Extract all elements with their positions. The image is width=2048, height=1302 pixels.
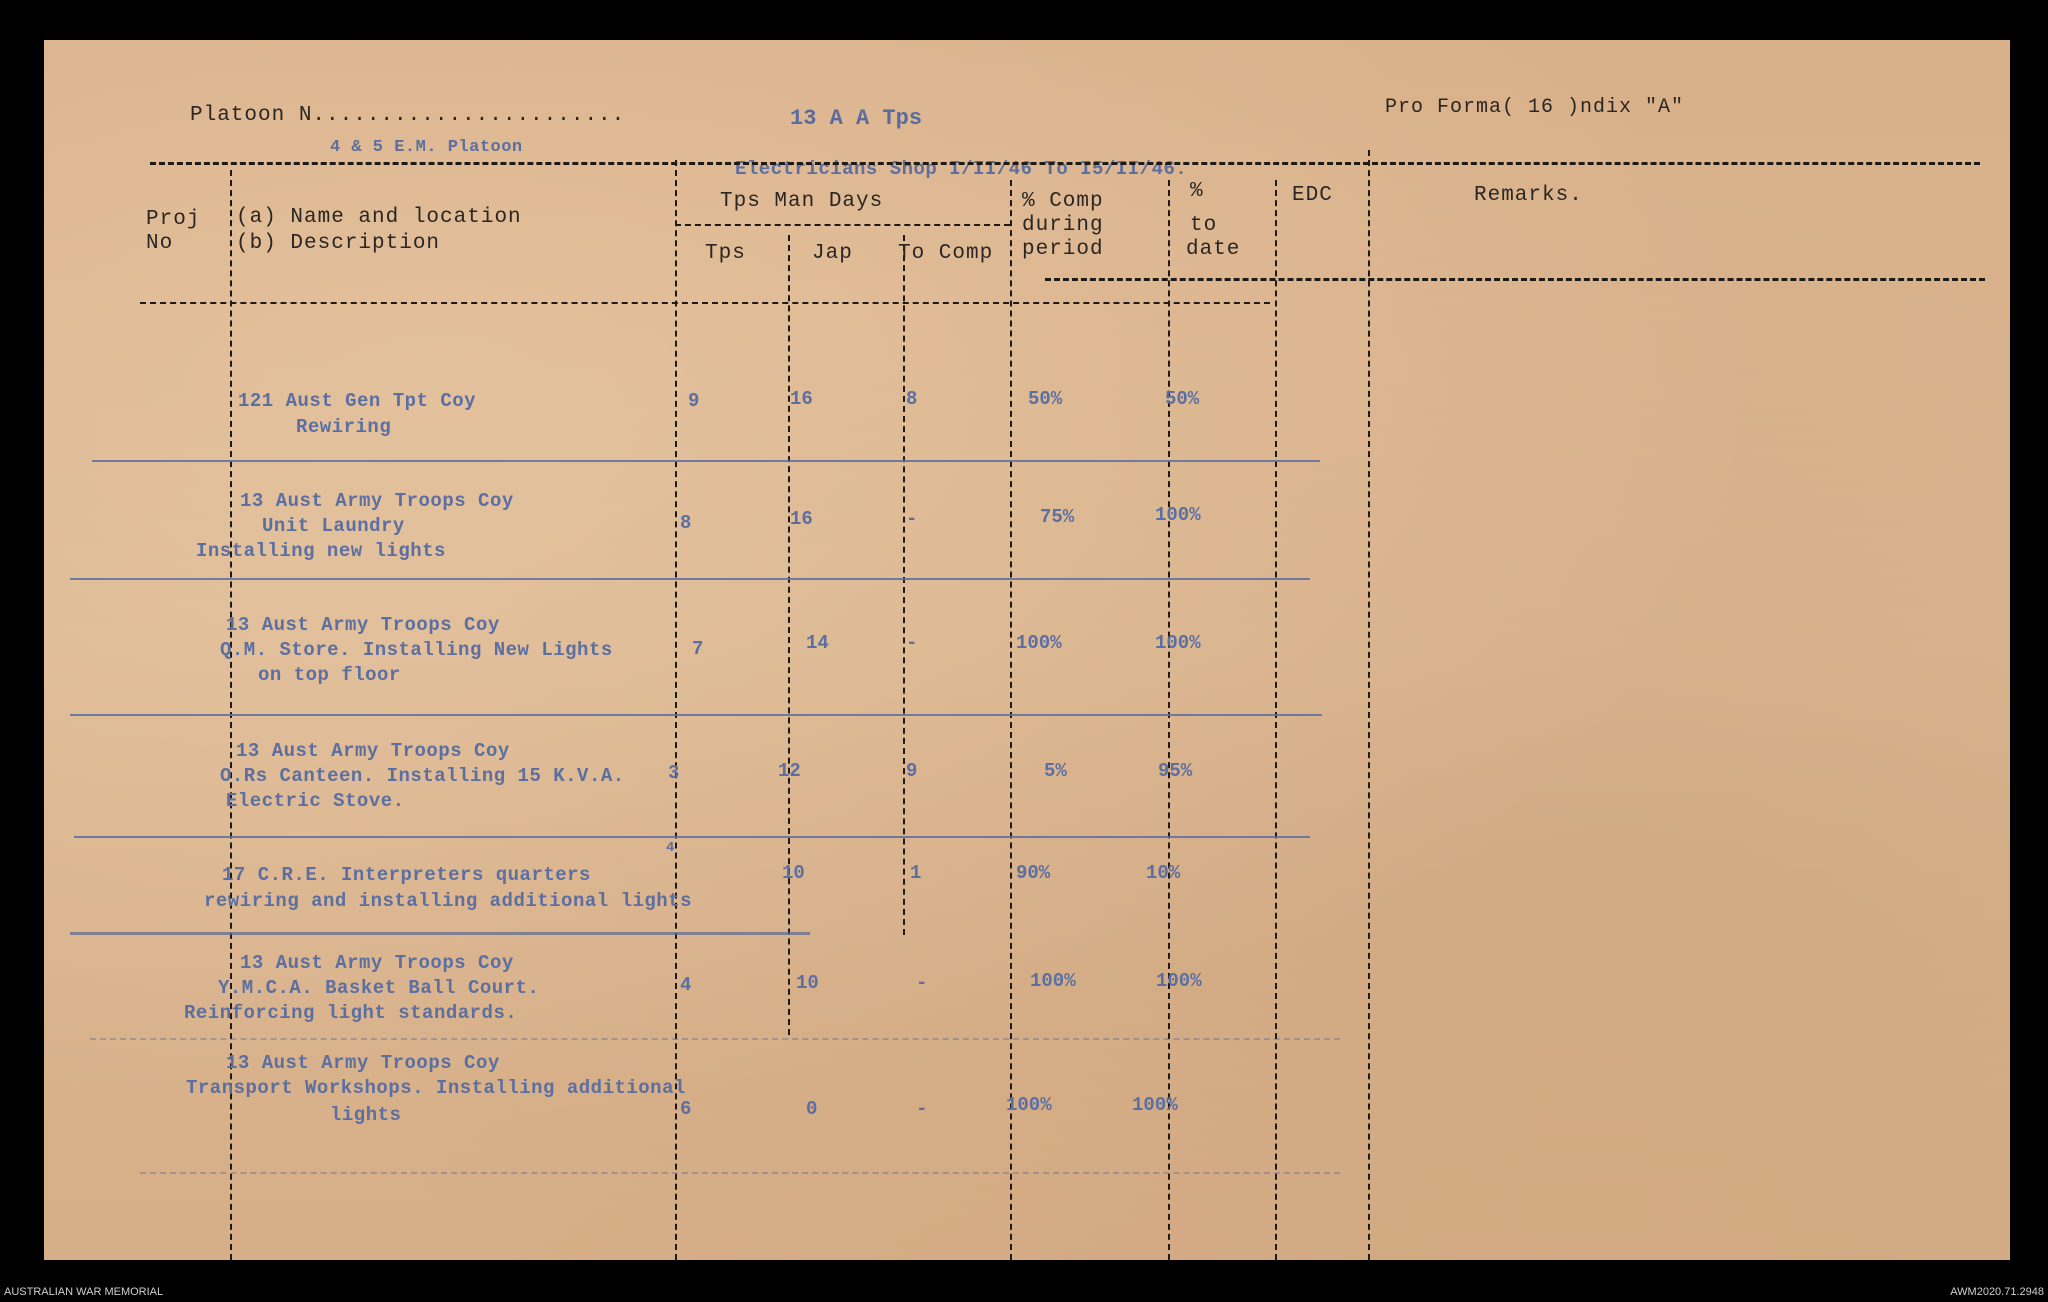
- row-1-to-date: 50%: [1165, 388, 1200, 410]
- row-4-line-1: 13 Aust Army Troops Coy: [236, 740, 510, 762]
- row-5-line-2: rewiring and installing additional lights: [204, 890, 692, 912]
- appendix-label: Pro Forma( 16 )ndix "A": [1385, 96, 1685, 119]
- col-header-proj-1: Proj: [146, 208, 201, 231]
- row-7-line-2: Transport Workshops. Installing additional: [186, 1077, 686, 1099]
- col-divider-4: [903, 235, 905, 935]
- col-header-tps-man-days: Tps Man Days: [720, 190, 884, 213]
- col-divider-7: [1275, 180, 1277, 1260]
- row-2-line-2: Unit Laundry: [262, 515, 405, 537]
- row-7-jap: 0: [806, 1098, 818, 1120]
- row-3-line-3: on top floor: [258, 664, 401, 686]
- row-7-rule: [140, 1172, 1340, 1174]
- col-header-comp-3: period: [1022, 238, 1104, 261]
- col-header-tps: Tps: [705, 242, 746, 265]
- col-divider-3: [788, 235, 790, 1035]
- row-7-to-date: 100%: [1132, 1094, 1178, 1116]
- unit-title: 13 A A Tps: [790, 106, 923, 131]
- row-3-jap: 14: [806, 632, 829, 654]
- row-3-tps: 7: [692, 638, 704, 660]
- col-header-todate-1: %: [1190, 180, 1204, 203]
- col-header-remarks: Remarks.: [1474, 184, 1583, 207]
- header-rule-under: [140, 302, 1270, 304]
- header-rule-top: [150, 162, 1980, 165]
- row-5-tps: 4: [666, 840, 675, 856]
- col-header-comp-1: % Comp: [1022, 190, 1104, 213]
- row-2-rule: [70, 578, 1310, 580]
- row-2-line-1: 13 Aust Army Troops Coy: [240, 490, 514, 512]
- row-2-jap: 16: [790, 508, 813, 530]
- row-3-rule: [70, 714, 1322, 716]
- col-header-todate-3: date: [1186, 238, 1241, 261]
- col-header-edc: EDC: [1292, 184, 1333, 207]
- row-3-to-comp: -: [906, 632, 918, 654]
- row-6-line-2: Y.M.C.A. Basket Ball Court.: [218, 977, 540, 999]
- row-3-line-2: Q.M. Store. Installing New Lights: [220, 639, 613, 661]
- row-4-rule: [74, 836, 1310, 838]
- row-5-rule: [70, 932, 810, 935]
- col-divider-8: [1368, 150, 1370, 1260]
- row-4-during: 5%: [1044, 760, 1067, 782]
- row-1-line-2: Rewiring: [296, 416, 392, 438]
- col-header-todate-2: to: [1190, 214, 1218, 237]
- archive-footer: [0, 1284, 2048, 1302]
- row-2-to-date: 100%: [1155, 504, 1201, 526]
- row-5-during: 90%: [1016, 862, 1051, 884]
- row-4-jap: 12: [778, 760, 801, 782]
- row-2-line-3: Installing new lights: [196, 540, 446, 562]
- row-3-during: 100%: [1016, 632, 1062, 654]
- row-7-to-comp: -: [916, 1098, 928, 1120]
- row-1-jap: 16: [790, 388, 813, 410]
- row-1-rule: [92, 460, 1320, 462]
- row-3-to-date: 100%: [1155, 632, 1201, 654]
- footer-left: AUSTRALIAN WAR MEMORIAL: [4, 1286, 164, 1298]
- tps-subrule: [675, 224, 1010, 226]
- row-4-to-date: 95%: [1158, 760, 1193, 782]
- col-header-comp-2: during: [1022, 214, 1104, 237]
- row-7-line-1: 13 Aust Army Troops Coy: [226, 1052, 500, 1074]
- row-2-tps: 8: [680, 512, 692, 534]
- col-header-to-comp: To Comp: [898, 242, 994, 265]
- row-1-line-1: 121 Aust Gen Tpt Coy: [238, 390, 477, 412]
- row-2-to-comp: -: [906, 508, 918, 530]
- col-header-proj-2: No: [146, 232, 174, 255]
- row-5-to-date: 10%: [1146, 862, 1181, 884]
- row-6-line-1: 13 Aust Army Troops Coy: [240, 952, 514, 974]
- row-4-to-comp: 9: [906, 760, 918, 782]
- platoon-label: Platoon N.......................: [190, 104, 626, 127]
- row-4-line-3: Electric Stove.: [226, 790, 405, 812]
- row-6-rule: [90, 1038, 1340, 1040]
- row-6-tps: 4: [680, 974, 692, 996]
- row-4-line-2: O.Rs Canteen. Installing 15 K.V.A.: [220, 765, 625, 787]
- row-4-tps: 3: [668, 762, 680, 784]
- row-1-tps: 9: [688, 390, 700, 412]
- row-7-line-3: lights: [330, 1104, 402, 1126]
- row-5-line-1: 17 C.R.E. Interpreters quarters: [222, 864, 591, 886]
- period-title: Electricians Shop I/II/46 To I5/II/46.: [735, 158, 1188, 180]
- row-2-during: 75%: [1040, 506, 1075, 528]
- row-6-during: 100%: [1030, 970, 1076, 992]
- row-6-line-3: Reinforcing light standards.: [184, 1002, 518, 1024]
- footer-right: AWM2020.71.2948: [1950, 1286, 2044, 1298]
- col-header-name-1: (a) Name and location: [236, 206, 522, 229]
- col-header-name-2: (b) Description: [236, 232, 441, 255]
- platoon-value: 4 & 5 E.M. Platoon: [330, 138, 523, 157]
- row-6-to-comp: -: [916, 972, 928, 994]
- row-5-jap: 10: [782, 862, 805, 884]
- row-5-to-comp: 1: [910, 862, 922, 884]
- row-3-line-1: 13 Aust Army Troops Coy: [226, 614, 500, 636]
- row-7-during: 100%: [1006, 1094, 1052, 1116]
- row-6-to-date: 100%: [1156, 970, 1202, 992]
- row-7-tps: 6: [680, 1098, 692, 1120]
- header-rule-bottom: [1045, 278, 1985, 281]
- row-1-during: 50%: [1028, 388, 1063, 410]
- col-header-jap: Jap: [812, 242, 853, 265]
- row-6-jap: 10: [796, 972, 819, 994]
- row-1-to-comp: 8: [906, 388, 918, 410]
